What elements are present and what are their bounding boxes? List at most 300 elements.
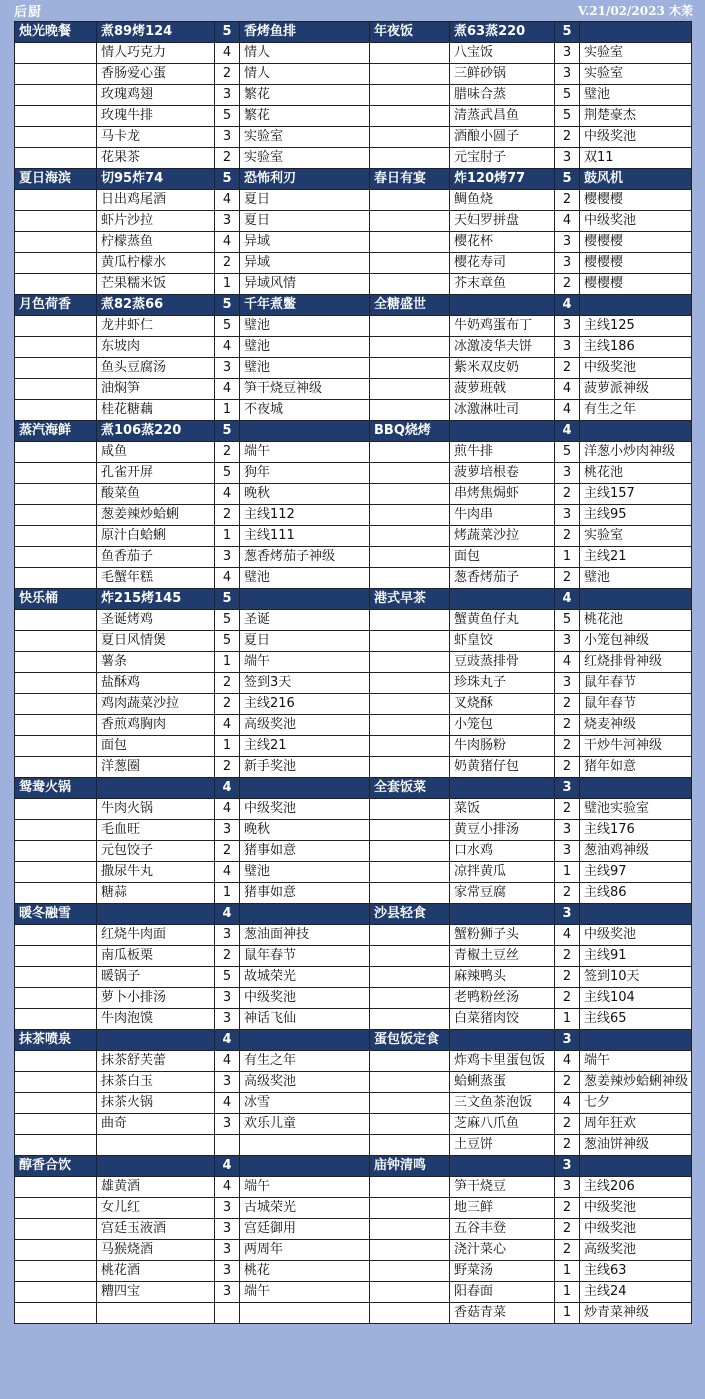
- theme-requirement: [450, 1156, 555, 1177]
- dish-name: 浇汁菜心: [450, 1240, 555, 1261]
- spacer-cell: [370, 1303, 450, 1324]
- spacer-cell: [15, 694, 97, 715]
- theme-level: 5: [215, 421, 240, 442]
- theme-level: 4: [215, 1030, 240, 1051]
- dish-row: [15, 43, 692, 64]
- dish-row: [15, 967, 692, 988]
- dish-source: 主线24: [580, 1282, 692, 1303]
- dish-name: 鲷鱼烧: [450, 190, 555, 211]
- spacer-cell: [15, 736, 97, 757]
- dish-source: 两周年: [240, 1240, 370, 1261]
- dish-source: 主线95: [580, 505, 692, 526]
- dish-count: 4: [215, 190, 240, 211]
- spacer-cell: [15, 1135, 97, 1156]
- dish-name: 笋干烧豆: [450, 1177, 555, 1198]
- dish-count: 2: [555, 358, 580, 379]
- dish-name: 豆豉蒸排骨: [450, 652, 555, 673]
- dish-count: 2: [215, 442, 240, 463]
- dish-source: 主线112: [240, 505, 370, 526]
- version-label: V.21/02/2023 木茉: [577, 3, 693, 18]
- dish-source: 古城荣光: [240, 1198, 370, 1219]
- dish-row: [15, 1114, 692, 1135]
- spacer-cell: [370, 358, 450, 379]
- spacer-cell: [370, 925, 450, 946]
- dish-source: 笋干烧豆神级: [240, 379, 370, 400]
- theme-level: 5: [555, 169, 580, 190]
- dish-source: 签到3天: [240, 673, 370, 694]
- dish-count: 2: [555, 736, 580, 757]
- dish-source: 主线216: [240, 694, 370, 715]
- spacer-cell: [15, 820, 97, 841]
- spacer-cell: [15, 526, 97, 547]
- dish-row: [15, 610, 692, 631]
- dish-count: 2: [215, 253, 240, 274]
- theme-name: 年夜饭: [370, 22, 450, 43]
- spacer-cell: [15, 190, 97, 211]
- spacer-cell: [15, 484, 97, 505]
- dish-source: 主线157: [580, 484, 692, 505]
- dish-source: 情人: [240, 43, 370, 64]
- dish-name: 三鲜砂锅: [450, 64, 555, 85]
- dish-name: 宫廷玉液酒: [97, 1219, 215, 1240]
- spacer-cell: [370, 568, 450, 589]
- theme-extra: [580, 22, 692, 43]
- spacer-cell: [370, 883, 450, 904]
- dish-name: 虾片沙拉: [97, 211, 215, 232]
- section-header-row: [15, 22, 692, 43]
- spacer-cell: [370, 967, 450, 988]
- theme-extra: [240, 589, 370, 610]
- spacer-cell: [370, 1261, 450, 1282]
- dish-name: 香菇青菜: [450, 1303, 555, 1324]
- spacer-cell: [15, 799, 97, 820]
- dish-name: 珍珠丸子: [450, 673, 555, 694]
- dish-source: 璧池: [240, 568, 370, 589]
- dish-name: 白菜猪肉饺: [450, 1009, 555, 1030]
- dish-count: 2: [555, 1072, 580, 1093]
- spacer-cell: [15, 43, 97, 64]
- dish-name: 红烧牛肉面: [97, 925, 215, 946]
- dish-row: [15, 127, 692, 148]
- dish-name: 凉拌黄瓜: [450, 862, 555, 883]
- theme-extra: [240, 1030, 370, 1051]
- dish-source: 情人: [240, 64, 370, 85]
- dish-source: 中级奖池: [580, 925, 692, 946]
- dish-name: 马卡龙: [97, 127, 215, 148]
- theme-name: 蛋包饭定食: [370, 1030, 450, 1051]
- theme-extra: 恐怖利刃: [240, 169, 370, 190]
- dish-name: 洋葱圈: [97, 757, 215, 778]
- dish-count: 4: [555, 652, 580, 673]
- dish-count: 2: [555, 715, 580, 736]
- spacer-cell: [370, 106, 450, 127]
- dish-count: 3: [555, 463, 580, 484]
- dish-count: 3: [555, 820, 580, 841]
- dish-row: [15, 337, 692, 358]
- dish-name: 元宝肘子: [450, 148, 555, 169]
- spacer-cell: [370, 379, 450, 400]
- spacer-cell: [370, 190, 450, 211]
- theme-name: 沙县轻食: [370, 904, 450, 925]
- spacer-cell: [15, 337, 97, 358]
- dish-source: 实验室: [580, 43, 692, 64]
- dish-name: 葱姜辣炒蛤蜊: [97, 505, 215, 526]
- dish-count: 1: [555, 1009, 580, 1030]
- dish-source: 中级奖池: [580, 358, 692, 379]
- dish-count: 5: [215, 631, 240, 652]
- dish-name: 煎牛排: [450, 442, 555, 463]
- spacer-cell: [370, 211, 450, 232]
- dish-count: [215, 1135, 240, 1156]
- dish-source: 主线63: [580, 1261, 692, 1282]
- dish-name: 元包饺子: [97, 841, 215, 862]
- dish-source: 猪事如意: [240, 841, 370, 862]
- dish-name: 鱼香茄子: [97, 547, 215, 568]
- dish-count: 2: [555, 988, 580, 1009]
- theme-name: BBQ烧烤: [370, 421, 450, 442]
- dish-name: 腊味合蒸: [450, 85, 555, 106]
- dish-count: 2: [555, 1135, 580, 1156]
- dish-count: 3: [555, 337, 580, 358]
- dish-source: 高级奖池: [240, 1072, 370, 1093]
- theme-level: 4: [215, 1156, 240, 1177]
- spacer-cell: [15, 1282, 97, 1303]
- theme-level: 3: [555, 1156, 580, 1177]
- dish-row: [15, 85, 692, 106]
- spacer-cell: [370, 1219, 450, 1240]
- dish-count: 4: [215, 379, 240, 400]
- dish-row: [15, 463, 692, 484]
- spacer-cell: [370, 1114, 450, 1135]
- dish-source: 主线206: [580, 1177, 692, 1198]
- dish-count: 2: [215, 694, 240, 715]
- dish-name: 牛奶鸡蛋布丁: [450, 316, 555, 337]
- dish-count: 3: [215, 1219, 240, 1240]
- dish-count: 2: [555, 757, 580, 778]
- dish-count: 4: [215, 715, 240, 736]
- spacer-cell: [370, 862, 450, 883]
- dish-name: 情人巧克力: [97, 43, 215, 64]
- dish-source: 樱樱樱: [580, 190, 692, 211]
- theme-level: 3: [555, 778, 580, 799]
- dish-source: 中级奖池: [580, 211, 692, 232]
- dish-count: 4: [555, 400, 580, 421]
- dish-source: 端午: [240, 442, 370, 463]
- theme-requirement: [450, 904, 555, 925]
- spacer-cell: [370, 526, 450, 547]
- dish-source: 猪年如意: [580, 757, 692, 778]
- spacer-cell: [370, 988, 450, 1009]
- dish-row: [15, 1177, 692, 1198]
- spacer-cell: [15, 400, 97, 421]
- dish-name: 曲奇: [97, 1114, 215, 1135]
- dish-count: 5: [215, 967, 240, 988]
- dish-name: 炸鸡卡里蛋包饭: [450, 1051, 555, 1072]
- dish-name: 紫米双皮奶: [450, 358, 555, 379]
- dish-row: [15, 1303, 692, 1324]
- dish-count: 2: [555, 1240, 580, 1261]
- theme-extra: [580, 295, 692, 316]
- dish-count: 3: [215, 127, 240, 148]
- dish-row: [15, 694, 692, 715]
- dish-source: 璧池: [580, 85, 692, 106]
- dish-row: [15, 988, 692, 1009]
- dish-name: 盐酥鸡: [97, 673, 215, 694]
- dish-row: [15, 253, 692, 274]
- spacer-cell: [15, 610, 97, 631]
- dish-count: 2: [215, 757, 240, 778]
- dish-name: 奶黄猪仔包: [450, 757, 555, 778]
- dish-count: 3: [215, 1114, 240, 1135]
- spacer-cell: [15, 1072, 97, 1093]
- spacer-cell: [15, 1303, 97, 1324]
- dish-source: 主线186: [580, 337, 692, 358]
- dish-name: 南瓜板栗: [97, 946, 215, 967]
- dish-name: 蟹粉狮子头: [450, 925, 555, 946]
- spacer-cell: [15, 85, 97, 106]
- section-header-row: [15, 1030, 692, 1051]
- dish-source: 夏日: [240, 631, 370, 652]
- spacer-cell: [370, 127, 450, 148]
- dish-source: 中级奖池: [580, 1198, 692, 1219]
- theme-name: 月色荷香: [15, 295, 97, 316]
- dish-source: 璧池: [240, 862, 370, 883]
- spacer-cell: [15, 358, 97, 379]
- dish-source: [240, 1303, 370, 1324]
- spacer-cell: [15, 1114, 97, 1135]
- dish-name: 面包: [450, 547, 555, 568]
- dish-count: 2: [215, 148, 240, 169]
- spacer-cell: [15, 631, 97, 652]
- dish-name: 油焖笋: [97, 379, 215, 400]
- dish-count: 4: [215, 568, 240, 589]
- theme-level: 5: [215, 22, 240, 43]
- dish-name: 东坡肉: [97, 337, 215, 358]
- dish-name: 樱花寿司: [450, 253, 555, 274]
- spacer-cell: [15, 1177, 97, 1198]
- dish-source: 荆楚豪杰: [580, 106, 692, 127]
- dish-source: 主线91: [580, 946, 692, 967]
- dish-row: [15, 358, 692, 379]
- theme-name: 烛光晚餐: [15, 22, 97, 43]
- spacer-cell: [15, 442, 97, 463]
- dish-source: 实验室: [580, 526, 692, 547]
- dish-name: 原汁白蛤蜊: [97, 526, 215, 547]
- dish-count: 1: [215, 883, 240, 904]
- spacer-cell: [370, 148, 450, 169]
- dish-source: 主线111: [240, 526, 370, 547]
- dish-count: 4: [215, 232, 240, 253]
- dish-source: 有生之年: [580, 400, 692, 421]
- theme-level: 5: [555, 22, 580, 43]
- dish-source: 夏日: [240, 190, 370, 211]
- theme-requirement: [450, 778, 555, 799]
- dish-row: [15, 1135, 692, 1156]
- spacer-cell: [15, 505, 97, 526]
- dish-name: 龙井虾仁: [97, 316, 215, 337]
- dish-row: [15, 862, 692, 883]
- dish-source: 主线86: [580, 883, 692, 904]
- spacer-cell: [370, 316, 450, 337]
- spacer-cell: [370, 736, 450, 757]
- theme-name: 夏日海滨: [15, 169, 97, 190]
- theme-name: 抹茶喷泉: [15, 1030, 97, 1051]
- dish-name: 葱香烤茄子: [450, 568, 555, 589]
- theme-requirement: 炸120烤77: [450, 169, 555, 190]
- spacer-cell: [370, 841, 450, 862]
- theme-name: 醇香合饮: [15, 1156, 97, 1177]
- dish-count: 3: [555, 505, 580, 526]
- dish-count: 1: [215, 526, 240, 547]
- dish-count: 3: [555, 253, 580, 274]
- dish-source: 中级奖池: [240, 799, 370, 820]
- dish-row: [15, 1219, 692, 1240]
- dish-row: [15, 379, 692, 400]
- dish-name: 三文鱼茶泡饭: [450, 1093, 555, 1114]
- dish-name: 天妇罗拼盘: [450, 211, 555, 232]
- dish-count: 1: [555, 1282, 580, 1303]
- theme-extra: [580, 589, 692, 610]
- dish-name: 樱花杯: [450, 232, 555, 253]
- dish-source: 主线176: [580, 820, 692, 841]
- spacer-cell: [15, 715, 97, 736]
- dish-source: 葱油饼神级: [580, 1135, 692, 1156]
- dish-count: 4: [215, 1093, 240, 1114]
- dish-count: 3: [215, 211, 240, 232]
- dish-name: 清蒸武昌鱼: [450, 106, 555, 127]
- dish-row: [15, 1051, 692, 1072]
- spacer-cell: [370, 547, 450, 568]
- theme-level: 3: [555, 904, 580, 925]
- dish-name: 菠萝班戟: [450, 379, 555, 400]
- theme-level: 4: [555, 421, 580, 442]
- dish-count: 3: [555, 673, 580, 694]
- dish-row: [15, 442, 692, 463]
- dish-source: 葱香烤茄子神级: [240, 547, 370, 568]
- spacer-cell: [370, 1240, 450, 1261]
- spacer-cell: [370, 1009, 450, 1030]
- dish-name: 桂花糖藕: [97, 400, 215, 421]
- dish-source: 中级奖池: [240, 988, 370, 1009]
- dish-source: 端午: [240, 1177, 370, 1198]
- dish-row: [15, 652, 692, 673]
- section-header-row: [15, 1156, 692, 1177]
- dish-name: 抹茶舒芙蕾: [97, 1051, 215, 1072]
- dish-row: [15, 1072, 692, 1093]
- spacer-cell: [15, 967, 97, 988]
- dish-count: 1: [215, 400, 240, 421]
- spacer-cell: [370, 484, 450, 505]
- dish-name: 孔雀开屏: [97, 463, 215, 484]
- dish-row: [15, 820, 692, 841]
- dish-name: 蛤蜊蒸蛋: [450, 1072, 555, 1093]
- dish-name: 柠檬蒸鱼: [97, 232, 215, 253]
- dish-name: 牛肉火锅: [97, 799, 215, 820]
- dish-count: 4: [555, 1093, 580, 1114]
- theme-extra: 千年煮鳖: [240, 295, 370, 316]
- theme-name: 春日有宴: [370, 169, 450, 190]
- dish-row: [15, 799, 692, 820]
- dish-source: 高级奖池: [240, 715, 370, 736]
- dish-count: 2: [215, 673, 240, 694]
- dish-name: 桃花酒: [97, 1261, 215, 1282]
- theme-name: 全套饭菜: [370, 778, 450, 799]
- dish-count: 2: [555, 274, 580, 295]
- dish-source: 干炒牛河神级: [580, 736, 692, 757]
- dish-count: 1: [215, 736, 240, 757]
- dish-name: 马猴烧酒: [97, 1240, 215, 1261]
- dish-count: 4: [215, 1177, 240, 1198]
- dish-name: 麻辣鸭头: [450, 967, 555, 988]
- dish-name: 酒酿小圆子: [450, 127, 555, 148]
- dish-source: 周年狂欢: [580, 1114, 692, 1135]
- dish-count: 2: [555, 694, 580, 715]
- dish-source: 冰雪: [240, 1093, 370, 1114]
- dish-row: [15, 232, 692, 253]
- dish-source: 主线21: [240, 736, 370, 757]
- theme-extra: [580, 904, 692, 925]
- dish-name: 小笼包: [450, 715, 555, 736]
- dish-row: [15, 64, 692, 85]
- spacer-cell: [15, 1240, 97, 1261]
- dish-name: 面包: [97, 736, 215, 757]
- dish-count: 1: [555, 1261, 580, 1282]
- dish-source: 新手奖池: [240, 757, 370, 778]
- dish-name: 黄瓜柠檬水: [97, 253, 215, 274]
- dish-count: 2: [555, 1219, 580, 1240]
- sheet-title: 后厨: [14, 4, 43, 20]
- spacer-cell: [370, 43, 450, 64]
- spacer-cell: [370, 673, 450, 694]
- dish-count: 3: [215, 1009, 240, 1030]
- dish-source: 宫廷御用: [240, 1219, 370, 1240]
- dish-count: 4: [215, 43, 240, 64]
- dish-row: [15, 715, 692, 736]
- dish-name: 芥末章鱼: [450, 274, 555, 295]
- dish-source: 桃花池: [580, 463, 692, 484]
- spacer-cell: [370, 505, 450, 526]
- spacer-cell: [370, 1135, 450, 1156]
- theme-requirement: [450, 421, 555, 442]
- dish-name: 八宝饭: [450, 43, 555, 64]
- spacer-cell: [15, 253, 97, 274]
- dish-source: 双11: [580, 148, 692, 169]
- theme-name: 快乐桶: [15, 589, 97, 610]
- dish-source: 主线97: [580, 862, 692, 883]
- dish-count: 2: [555, 946, 580, 967]
- dish-count: 3: [215, 988, 240, 1009]
- dish-count: 3: [215, 1072, 240, 1093]
- dish-name: 冰激凌华夫饼: [450, 337, 555, 358]
- dish-count: 3: [555, 316, 580, 337]
- spacer-cell: [15, 127, 97, 148]
- dish-name: 玫瑰牛排: [97, 106, 215, 127]
- dish-name: 鸡肉蔬菜沙拉: [97, 694, 215, 715]
- dish-source: 繁花: [240, 106, 370, 127]
- spacer-cell: [370, 1051, 450, 1072]
- dish-count: 1: [555, 862, 580, 883]
- dish-source: 实验室: [240, 148, 370, 169]
- dish-count: 2: [555, 484, 580, 505]
- dish-name: 芝麻八爪鱼: [450, 1114, 555, 1135]
- dish-row: [15, 148, 692, 169]
- spacer-cell: [370, 232, 450, 253]
- dish-source: 桃花池: [580, 610, 692, 631]
- spacer-cell: [370, 1198, 450, 1219]
- dish-source: 有生之年: [240, 1051, 370, 1072]
- theme-requirement: [450, 589, 555, 610]
- dish-count: 3: [555, 841, 580, 862]
